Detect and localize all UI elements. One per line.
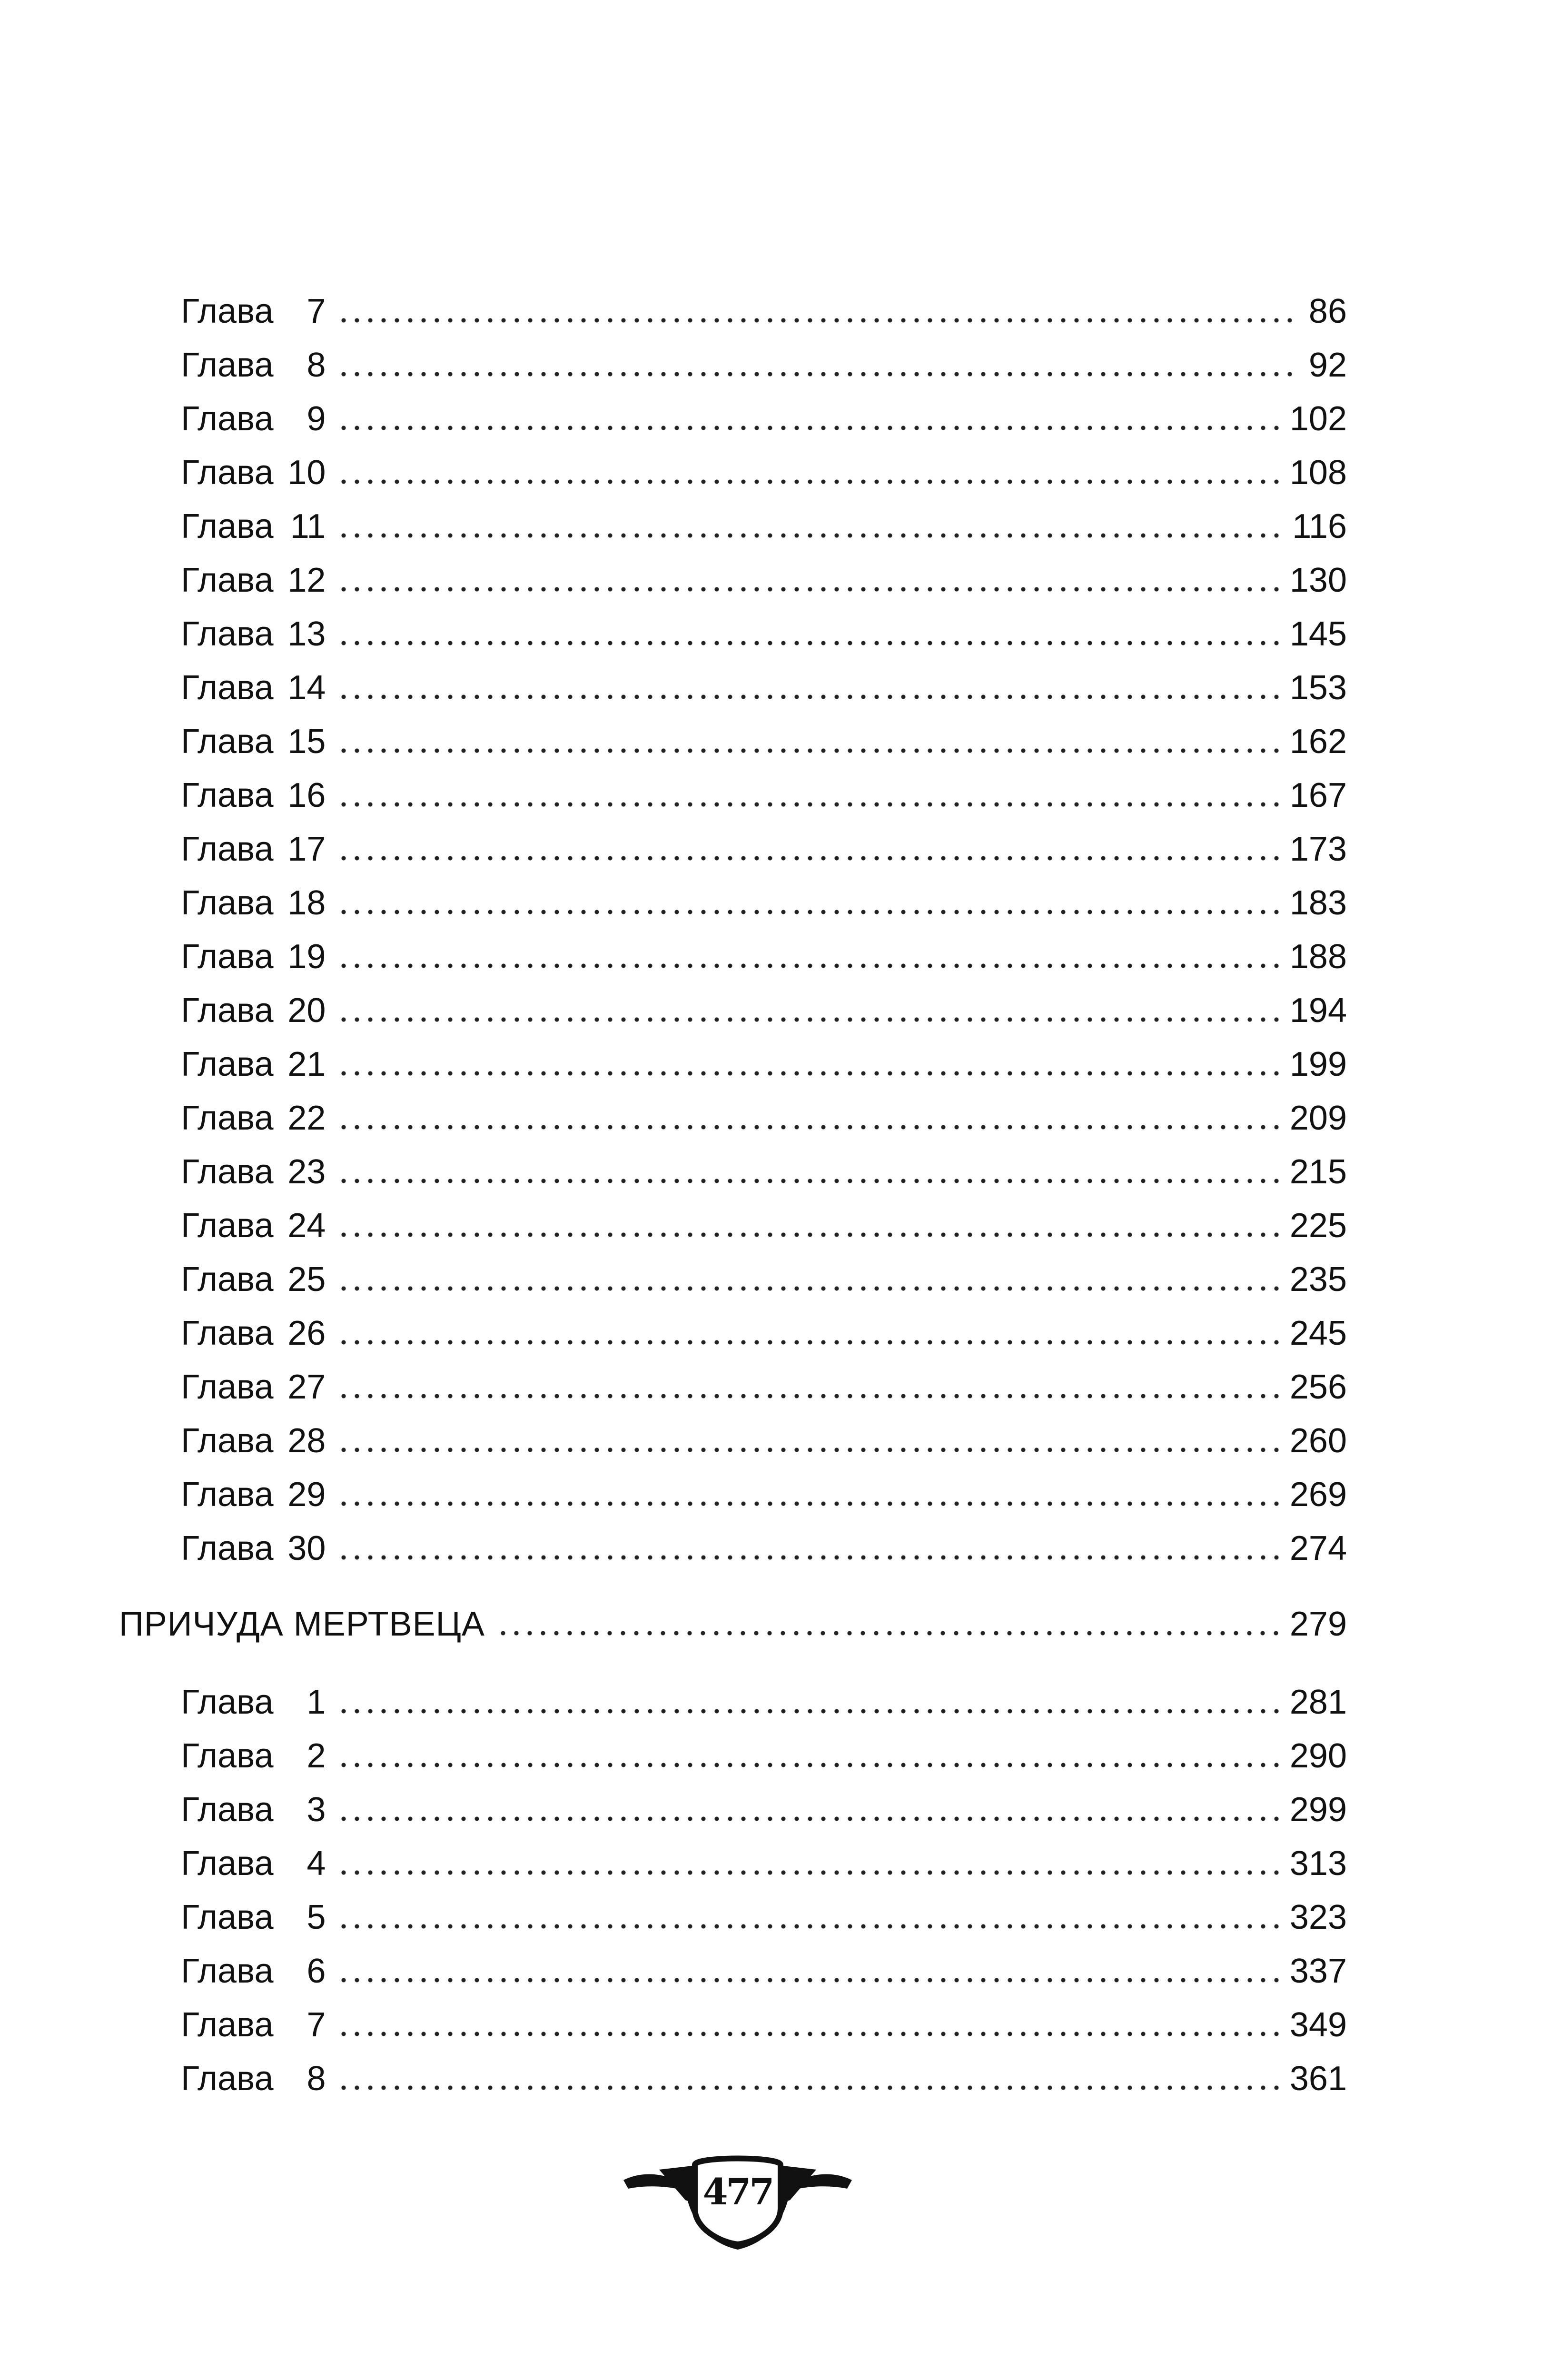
dot-leader	[337, 1816, 1280, 1821]
chapter-number: 26	[287, 1314, 326, 1352]
toc-row	[181, 1357, 1347, 1404]
page-number: 323	[1289, 1898, 1347, 1936]
chapter-word: Глава	[181, 1898, 274, 1936]
dot-leader	[337, 802, 1280, 807]
page-number: 245	[1289, 1314, 1347, 1352]
toc-row	[181, 1833, 1347, 1881]
toc-row	[181, 657, 1347, 705]
toc-row	[181, 1779, 1347, 1827]
chapter-word: Глава	[181, 1368, 274, 1406]
dot-leader	[337, 1870, 1280, 1875]
chapter-number: 2	[306, 1737, 326, 1775]
chapter-number: 13	[287, 615, 326, 653]
page-number: 130	[1289, 561, 1347, 599]
chapter-word: Глава	[181, 1952, 274, 1990]
chapter-word: Глава	[181, 992, 274, 1030]
chapter-number: 23	[287, 1153, 326, 1191]
chapter-word: Глава	[181, 400, 274, 438]
page-number: 260	[1289, 1422, 1347, 1460]
toc-row	[181, 1088, 1347, 1135]
dot-leader	[337, 856, 1280, 861]
chapter-word: Глава	[181, 938, 274, 976]
page-number: 269	[1289, 1476, 1347, 1514]
dot-leader	[337, 694, 1280, 699]
chapter-word: Глава	[181, 1683, 274, 1721]
chapter-word: Глава	[181, 1844, 274, 1883]
toc-row	[181, 2048, 1347, 2096]
toc-row	[181, 442, 1347, 490]
chapter-word: Глава	[181, 723, 274, 761]
chapter-word: Глава	[181, 1207, 274, 1245]
chapter-number: 28	[287, 1422, 326, 1460]
page-number: 116	[1292, 507, 1347, 545]
dot-leader	[337, 426, 1280, 430]
chapter-number: 27	[287, 1368, 326, 1406]
toc-row	[181, 1034, 1347, 1081]
chapter-word: Глава	[181, 669, 274, 707]
chapter-number: 7	[306, 292, 326, 330]
toc-row	[181, 1887, 1347, 1934]
toc-row	[181, 926, 1347, 974]
chapter-word: Глава	[181, 454, 274, 492]
dot-leader	[337, 1232, 1280, 1237]
toc-row	[181, 496, 1347, 544]
toc-row	[181, 388, 1347, 436]
page-number: 256	[1289, 1368, 1347, 1406]
toc-row	[181, 1994, 1347, 2042]
chapter-number: 17	[287, 830, 326, 868]
toc-row	[181, 1249, 1347, 1297]
ornamental-page-number-emblem-icon	[614, 2147, 861, 2256]
toc-row	[181, 604, 1347, 651]
chapter-number: 12	[287, 561, 326, 599]
dot-leader	[337, 2085, 1280, 2090]
dot-leader	[337, 1394, 1280, 1398]
dot-leader	[337, 318, 1299, 323]
chapter-word: Глава	[181, 884, 274, 922]
toc-row	[181, 980, 1347, 1028]
dot-leader	[337, 1179, 1280, 1183]
toc-row	[181, 1141, 1347, 1189]
chapter-number: 25	[287, 1260, 326, 1299]
page-number: 173	[1289, 830, 1347, 868]
toc-row	[181, 1464, 1347, 1512]
toc-row	[181, 1410, 1347, 1458]
chapter-number: 14	[287, 669, 326, 707]
dot-leader	[337, 587, 1280, 592]
dot-leader	[337, 1286, 1280, 1291]
chapter-word: Глава	[181, 2060, 274, 2098]
page-number: 215	[1289, 1153, 1347, 1191]
chapter-number: 7	[306, 2006, 326, 2044]
dot-leader	[496, 1631, 1280, 1636]
chapter-word: Глава	[181, 1045, 274, 1083]
chapter-number: 9	[306, 400, 326, 438]
dot-leader	[337, 479, 1280, 484]
page-number: 108	[1289, 454, 1347, 492]
chapter-number: 19	[287, 938, 326, 976]
toc-row	[181, 550, 1347, 597]
section-title: ПРИЧУДА МЕРТВЕЦА	[119, 1605, 485, 1643]
toc-row	[181, 1303, 1347, 1350]
toc-row	[181, 335, 1347, 382]
page-number: 162	[1289, 723, 1347, 761]
dot-leader	[337, 910, 1280, 914]
dot-leader	[337, 2032, 1280, 2036]
chapter-number: 8	[306, 346, 326, 384]
chapter-number: 30	[287, 1529, 326, 1567]
dot-leader	[337, 1071, 1280, 1076]
page-number: 361	[1289, 2060, 1347, 2098]
chapter-number: 24	[287, 1207, 326, 1245]
dot-leader	[337, 1125, 1280, 1130]
chapter-word: Глава	[181, 2006, 274, 2044]
toc-row	[181, 1941, 1347, 1988]
dot-leader	[337, 1017, 1280, 1022]
chapter-word: Глава	[181, 1529, 274, 1567]
dot-leader	[337, 372, 1299, 377]
dot-leader	[337, 748, 1280, 753]
page-number: 290	[1289, 1737, 1347, 1775]
page-number: 281	[1289, 1683, 1347, 1721]
chapter-number: 11	[290, 507, 326, 545]
chapter-number: 22	[287, 1099, 326, 1137]
chapter-number: 10	[287, 454, 326, 492]
toc-row	[181, 1726, 1347, 1773]
toc-section-row	[119, 1594, 1347, 1641]
page-number: 235	[1289, 1260, 1347, 1299]
chapter-word: Глава	[181, 561, 274, 599]
chapter-number: 8	[306, 2060, 326, 2098]
chapter-number: 15	[287, 723, 326, 761]
page-number: 183	[1289, 884, 1347, 922]
chapter-word: Глава	[181, 1099, 274, 1137]
chapter-word: Глава	[181, 1260, 274, 1299]
toc-row	[181, 765, 1347, 813]
dot-leader	[337, 1501, 1280, 1506]
page-number: 225	[1289, 1207, 1347, 1245]
chapter-number: 6	[306, 1952, 326, 1990]
toc-row	[181, 711, 1347, 759]
chapter-word: Глава	[181, 346, 274, 384]
chapter-word: Глава	[181, 615, 274, 653]
page-number: 299	[1289, 1791, 1347, 1829]
chapter-word: Глава	[181, 1422, 274, 1460]
page-number: 209	[1289, 1099, 1347, 1137]
toc-row	[181, 873, 1347, 920]
toc-row	[181, 819, 1347, 866]
chapter-number: 5	[306, 1898, 326, 1936]
chapter-number: 21	[287, 1045, 326, 1083]
chapter-word: Глава	[181, 1476, 274, 1514]
chapter-word: Глава	[181, 507, 274, 545]
page-number: 194	[1289, 992, 1347, 1030]
chapter-number: 3	[306, 1791, 326, 1829]
dot-leader	[337, 1709, 1280, 1714]
chapter-word: Глава	[181, 292, 274, 330]
chapter-word: Глава	[181, 1314, 274, 1352]
toc-row	[181, 1195, 1347, 1243]
page-number: 167	[1289, 776, 1347, 814]
chapter-word: Глава	[181, 1153, 274, 1191]
page-number: 349	[1289, 2006, 1347, 2044]
chapter-word: Глава	[181, 830, 274, 868]
page-number: 86	[1308, 292, 1347, 330]
folio-page-number: 477	[702, 2171, 773, 2213]
page-number: 274	[1289, 1529, 1347, 1567]
page-number: 199	[1289, 1045, 1347, 1083]
dot-leader	[337, 533, 1283, 538]
chapter-word: Глава	[181, 776, 274, 814]
chapter-number: 1	[306, 1683, 326, 1721]
page-number: 188	[1289, 938, 1347, 976]
dot-leader	[337, 1340, 1280, 1345]
chapter-number: 4	[306, 1844, 326, 1883]
chapter-word: Глава	[181, 1737, 274, 1775]
dot-leader	[337, 641, 1280, 645]
dot-leader	[337, 1978, 1280, 1983]
chapter-number: 20	[287, 992, 326, 1030]
page-number: 153	[1289, 669, 1347, 707]
page-number: 279	[1289, 1605, 1347, 1643]
chapter-word: Глава	[181, 1791, 274, 1829]
page-number: 102	[1289, 400, 1347, 438]
chapter-number: 18	[287, 884, 326, 922]
chapter-number: 29	[287, 1476, 326, 1514]
dot-leader	[337, 1924, 1280, 1929]
toc-row	[181, 1518, 1347, 1566]
dot-leader	[337, 1448, 1280, 1452]
toc-row	[181, 1672, 1347, 1719]
chapter-number: 16	[287, 776, 326, 814]
dot-leader	[337, 963, 1280, 968]
page-number: 313	[1289, 1844, 1347, 1883]
page-number: 92	[1308, 346, 1347, 384]
page-number: 145	[1289, 615, 1347, 653]
page-number: 337	[1289, 1952, 1347, 1990]
toc-row	[181, 281, 1347, 328]
dot-leader	[337, 1555, 1280, 1560]
dot-leader	[337, 1763, 1280, 1767]
